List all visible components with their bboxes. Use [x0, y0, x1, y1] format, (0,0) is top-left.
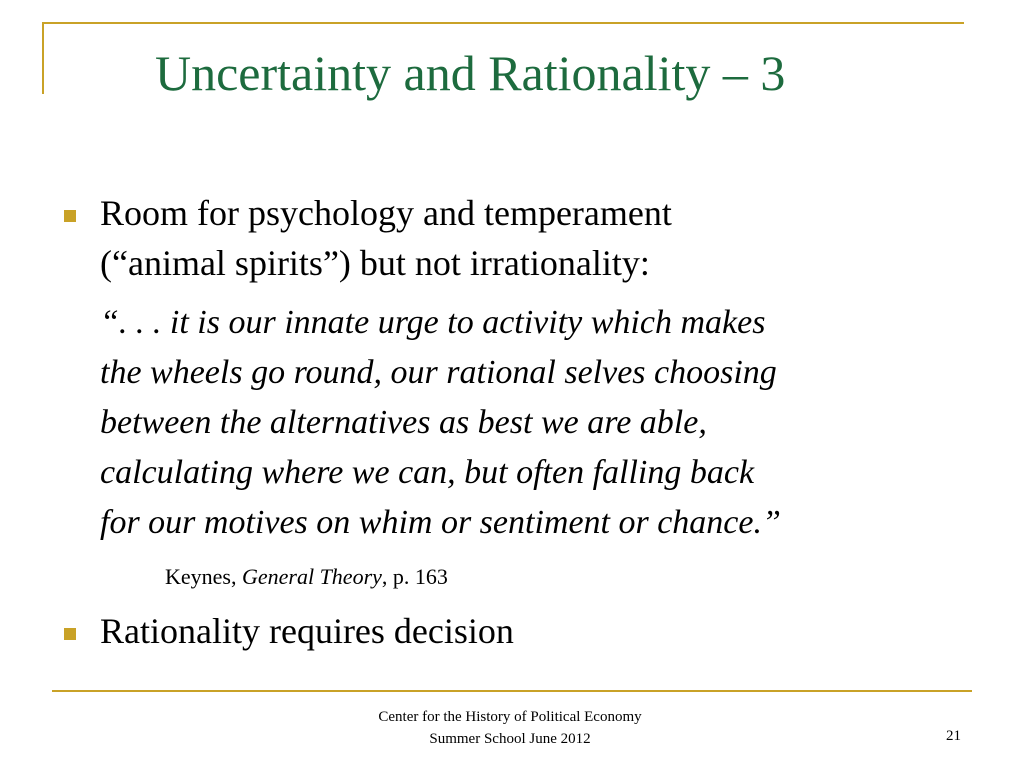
bullet-square-icon — [64, 210, 76, 222]
footer-divider — [52, 690, 972, 692]
footer-organization: Center for the History of Political Economy — [378, 709, 642, 725]
page-number: 21 — [946, 728, 961, 744]
quote-line-4: calculating where we can, but often falling back — [100, 454, 755, 491]
bullet-1-line-2: (“animal spirits”) but not irrationality: — [100, 243, 650, 283]
quote-line-5: for our motives on whim or sentiment or chance.” — [100, 504, 781, 541]
citation-author: Keynes, — [165, 564, 242, 589]
footer — [330, 706, 690, 750]
quote-line-1: “. . . it is our innate urge to activity which makes — [100, 304, 766, 341]
quote-line-3: between the alternatives as best we are able, — [100, 404, 707, 441]
slide-title: Uncertainty and Rationality – 3 — [155, 45, 786, 101]
footer-event: Summer School June 2012 — [429, 731, 591, 747]
citation-page: , p. 163 — [381, 564, 448, 589]
bullet-square-icon — [64, 628, 76, 640]
citation-book: General Theory — [241, 564, 382, 589]
citation — [165, 564, 448, 590]
bullet-1-line-1: Room for psychology and temperament — [100, 193, 672, 233]
frame-top-line — [42, 22, 964, 24]
frame-left-line — [42, 22, 44, 94]
keynes-quote — [100, 298, 781, 548]
quote-line-2: the wheels go round, our rational selves choosing — [100, 354, 777, 391]
bullet-2-line-1: Rationality requires decision — [100, 611, 514, 651]
